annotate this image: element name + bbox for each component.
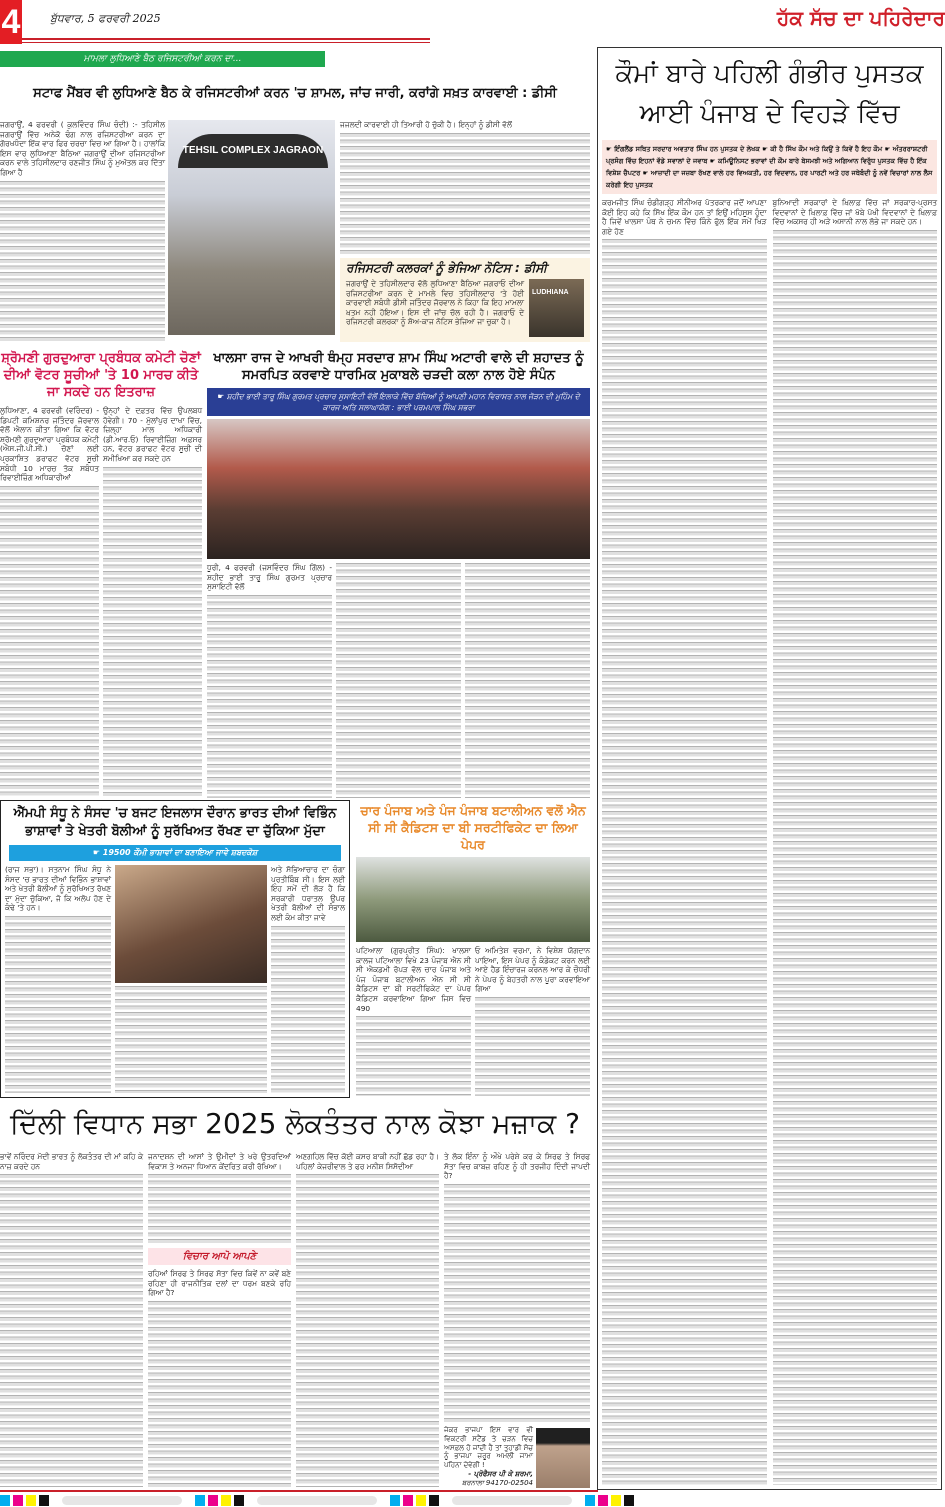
tehsil-complex-photo — [168, 120, 335, 335]
article-lead: ਜਨਾਦਸ਼ਨ ਦੀ ਆਸਾਂ ਤੇ ਉਮੀਦਾਂ ਤੇ ਖਰੇ ਉਤਰਦਿਆਂ ਵਿਕਾਸ ਤੇ ਅਨਜਾ ਧਿਆਨ ਕੇਂਦਰਿਤ ਕਰੀ ਰੱਖਿਆ। — [148, 1152, 291, 1171]
ncc-photo — [356, 857, 590, 942]
newspaper-logo: ਹੱਕ ਸੱਚ ਦਾ ਪਹਿਰੇਦਾਰ — [777, 6, 945, 30]
article-body — [0, 1174, 143, 1487]
article-lead: ਲੁਧਿਆਣਾ, 4 ਫਰਵਰੀ (ਵਰਿੰਦਰ) - ਡਿਪਟੀ ਕਮਿਸ਼ਨਰ ਜਤਿੰਦਰ ਜੋਰਵਾਲ ਵੱਲੋਂ ਐਲਾਨ ਕੀਤਾ ਗਿਆ ਕਿ ਵੋਟਰ ਸ਼੍ਰੋਮਣੀ ਗੁਰਦੁਆਰਾ ਪ੍ਰਬੰਧਕ ਕਮੇਟੀ (ਐਸ.ਜੀ.ਪੀ.ਸੀ.) ਚੋਣਾਂ ਲਈ ਪ੍ਰਕਾਸ਼ਿਤ ਡਰਾਫਟ ਵੋਟਰ ਸੂਚੀ ਸਬੰਧੀ 10 ਮਾਰਚ ਤੱਕ ਸਬੰਧਤ ਰਿਵਾਈਜ਼ਿੰਗ ਅਧਿਕਾਰੀਆਂ — [0, 406, 99, 483]
delhi-col1 — [0, 1152, 143, 1487]
photo-sign: TEHSIL COMPLEX JAGRAON — [178, 134, 328, 168]
top-headline: ਸਟਾਫ ਮੈਂਬਰ ਵੀ ਲੁਧਿਆਣੇ ਬੈਠ ਕੇ ਰਜਿਸਟਰੀਆਂ ਕਰਨ 'ਚ ਸ਼ਾਮਲ, ਜਾਂਚ ਜਾਰੀ, ਕਰਾਂਗੇ ਸਖ਼ਤ ਕਾਰਵਾਈ : ਡੀਸੀ — [33, 85, 557, 101]
khalsa-story — [207, 350, 590, 798]
dc-photo — [529, 279, 584, 337]
article-lead: ਓ ਅਮਿਤੇਸ਼ ਵਰਮਾ, ਨੇ ਵਿਸ਼ੇਸ਼ ਯੋਗਦਾਨ ਪਾਇਆ, ਇਸ ਪੇਪਰ ਨੂੰ ਕੰਡੇਕਟ ਕਰਨ ਲਈ ਆਏ ਹੈਡ ਇੰਚਾਰਜ ਕਰਨਲ ਆਰ ਕੇ ਚੌਧਰੀ ਨੇ ਪੇਪਰ ਨੂੰ ਬੇਹਤਰੀ ਨਾਲ ਪੂਰਾ ਕਰਵਾਇਆ ਗਿਆ — [475, 946, 590, 994]
notice-text: ਜਗਰਾਉਂ ਦੇ ਤਹਿਸੀਲਦਾਰ ਵੱਲੋ ਲੁਧਿਆਣਾ ਬੈਠਿਆ ਜਗਰਾਓ ਦੀਆ ਰਜਿਸਟਰੀਆ ਕਰਨ ਦੇ ਮਾਮਲੇ ਵਿਚ ਤਹਿਸੀਲਦਾਰ 'ਤੇ ਹੋਈ ਕਾਰਵਾਈ ਸਬੰਧੀ ਡੀਸੀ ਜਤਿੰਦਰ ਜੋਰਵਾਲ ਨੇ ਕਿਹਾ ਕਿ ਇਹ ਮਾਮਲਾ ਖ਼ਤਮ ਨਹੀ ਹੋਇਆ। ਇਸ ਦੀ ਜਾਂਚ ਚੱਲ ਰਹੀ ਹੈ। ਜਗਰਾਓ ਦੇ ਰਜਿਸਟਰੀ ਕਲਰਕਾ ਨੂੰ ਸ਼ੋਅ-ਕਾਜ ਨੋਟਿਸ ਭੇਜਿਆ ਜਾ ਚੁਕਾ ਹੈ। — [346, 279, 524, 327]
khalsa-body — [207, 563, 590, 798]
cyan-mark — [585, 1495, 595, 1506]
delhi-col2 — [148, 1152, 291, 1487]
photo-column — [115, 865, 267, 1093]
mp-subhead: ☛ 19500 ਕੌਮੀ ਭਾਸ਼ਾਵਾਂ ਦਾ ਬਣਾਇਆ ਜਾਵੇ ਸ਼ਬਦਕੋਸ਼ — [9, 845, 341, 861]
article-lead: ਅਤੇ ਸੱਭਿਆਚਾਰ ਦਾ ਚੰਗਾ ਪ੍ਰਤੀਬਿੰਬ ਸੀ। ਇਸ ਲਈ ਇਹ ਸਮੇਂ ਦੀ ਲੋੜ ਹੈ ਕਿ ਸਰਕਾਰੀ ਧਰਾਤਲ ਉਪਰ ਖੇਤਰੀ ਬੋਲੀਆਂ ਦੀ ਸੰਭਾਲ ਲਈ ਕੰਮ ਕੀਤਾ ਜਾਵੇ — [271, 865, 345, 922]
article-lead: ਉਨ੍ਹਾਂ ਦੇ ਦਫ਼ਤਰ ਵਿੱਚ ਉਪਲਬਧ ਹੋਵੇਗੀ। 70 - ਮੁੱਲਾਂਪੁਰ ਦਾਖਾ ਵਿੱਚ, ਜ਼ਿਲ੍ਹਾ ਮਾਲ ਅਧਿਕਾਰੀ (ਡੀ.ਆਰ.ਓ) ਰਿਵਾਈਜ਼ਿੰਗ ਅਫ਼ਸਰ ਹਨ, ਵੋਟਰ ਡਰਾਫਟ ਵੋਟਰ ਸੂਚੀ ਦੀ ਸਮੀਖਿਆ ਕਰ ਸਕਦੇ ਹਨ — [103, 406, 202, 463]
notice-headline: ਰਜਿਸਟਰੀ ਕਲਰਕਾਂ ਨੂੰ ਭੇਜਿਆ ਨੋਟਿਸ : ਡੀਸੀ — [346, 261, 548, 275]
notice-box — [340, 258, 590, 342]
article-body — [103, 467, 202, 798]
opinion-label: ਵਿਚਾਰ ਆਪੋ ਆਪਣੇ — [148, 1248, 291, 1265]
article-column — [475, 946, 590, 1096]
ncc-headline: ਚਾਰ ਪੰਜਾਬ ਅਤੇ ਪੰਜ ਪੰਜਾਬ ਬਟਾਲੀਅਨ ਵਲੋਂ ਐਨ ਸੀ ਸੀ ਕੈਡਿਟਸ ਦਾ ਬੀ ਸਰਟੀਫਿਕੇਟ ਦਾ ਲਿਆ ਪੇਪਰ — [360, 803, 586, 852]
delhi-col4 — [444, 1152, 590, 1488]
mp-story-box — [0, 800, 350, 1098]
top-story-col3 — [340, 120, 590, 342]
article-lead: ਪਟਿਆਲਾ (ਗੁਰਪ੍ਰੀਤ ਸਿੰਘ): ਖਾਲਸਾ ਕਾਲਜ ਪਟਿਆਲਾ ਵਿਖੇ 23 ਪੰਜਾਬ ਐਨ ਸੀ ਸੀ ਐਕਡਮੀ ਰੋਪੜ ਵੱਲ ਚਾਰ ਪੰਜਾਬ ਅਤੇ ਪੰਜ ਪੰਜਾਬ ਬਟਾਲੀਅਨ ਐਨ ਸੀ ਸੀ ਕੈਡਿਟਸ ਦਾ ਬੀ ਸਰਟੀਫਿਕੇਟ ਦਾ ਪੇਪਰ ਕੈਡਿਟਸ ਕਰਵਾਇਆ ਗਿਆ ਜਿਸ ਵਿਚ 490 — [356, 946, 471, 1013]
article-body — [271, 926, 345, 1093]
sgpc-story — [0, 350, 202, 798]
article-column — [5, 865, 111, 1093]
article-body — [602, 239, 767, 1485]
article-body — [148, 1301, 291, 1487]
article-body — [356, 1016, 471, 1096]
opinion-lead: ਰਹਿਆਂ ਸਿਰਫ ਤੇ ਸਿਰਫ ਸੱਤਾ ਵਿਚ ਕਿਵੇਂ ਨਾ ਕਵੇਂ ਬਣੇ ਰਹਿਣਾ ਹੀ ਰਾਜਨੀਤਿਕ ਦਲਾਂ ਦਾ ਧਰਮ ਬਣਕੇ ਰਹਿ ਗਿਆ ਹੈ? — [148, 1269, 291, 1298]
article-body — [444, 1184, 590, 1422]
sgpc-headline: ਸ਼੍ਰੋਮਣੀ ਗੁਰਦੁਆਰਾ ਪ੍ਰਬੰਧਕ ਕਮੇਟੀ ਚੋਣਾਂ ਦੀਆਂ ਵੋਟਰ ਸੂਚੀਆਂ 'ਤੇ 10 ਮਾਰਚ ਕੀਤੇ ਜਾ ਸਕਦੇ ਹਨ ਇਤਰਾਜ਼ — [1, 351, 201, 400]
cyan-mark — [0, 1495, 10, 1506]
kicker-bar: ਮਾਮਲਾ ਲੁਧਿਆਣੇ ਬੈਠ ਰਜਿਸਟਰੀਆਂ ਕਰਨ ਦਾ... — [0, 51, 325, 67]
book-bullets — [602, 140, 937, 194]
magenta-mark — [13, 1495, 23, 1506]
yellow-mark — [416, 1495, 426, 1506]
black-mark — [429, 1495, 439, 1506]
registration-bar — [257, 1496, 377, 1505]
masthead-rule — [22, 38, 430, 43]
article-lead: ਕਰਮਜੀਤ ਸਿੰਘ ਚੰਡੀਗੜ੍ਹ ਸੀਨੀਅਰ ਪੱਤਰਕਾਰ ਜਦੋਂ ਆਪਣਾ ਕੋਈ ਇਹ ਕਹੇ ਕਿ ਸਿੱਖ ਇੱਕ ਕੌਮ ਹਨ ਤਾਂ ਇਉਂ ਮਹਿਸੂਸ ਹੁੰਦਾ ਹੈ ਜਿਵੇਂ ਖਾਲਸਾ ਪੰਥ ਨੇ ਚਮਨ ਵਿੱਚ ਕਿੰਨੇ ਫੁੱਲ ਇੱਕ ਸਮੇਂ ਖਿੜ ਗਏ ਹੋਣ — [602, 198, 767, 236]
registration-bar — [62, 1496, 182, 1505]
ncc-body — [356, 946, 590, 1096]
khalsa-banner: ☛ ਸ਼ਹੀਦ ਭਾਈ ਤਾਰੂ ਸਿੰਘ ਗੁਰਮਤ ਪ੍ਰਚਾਰ ਸੁਸਾਇਟੀ ਵੱਲੋਂ ਇਲਾਕੇ ਵਿੱਚ ਬੱਚਿਆਂ ਨੂੰ ਆਪਣੀ ਮਹਾਨ ਵਿਰਾਸਤ ਨਾਲ ਜੋੜਨ ਦੀ ਮੁਹਿੰਮ ਦੇ ਕਾਰਜ ਅਤਿ ਸਲਾਘਾਯੋਗ : ਭਾਈ ਪਰਮਪਾਲ ਸਿੰਘ ਸਭਰਾ — [207, 388, 590, 416]
mp-body — [5, 865, 345, 1093]
mp-headline: ਐੱਮਪੀ ਸੰਧੂ ਨੇ ਸੰਸਦ 'ਚ ਬਜਟ ਇਜਲਾਸ ਦੌਰਾਨ ਭਾਰਤ ਦੀਆਂ ਵਿਭਿੰਨ ਭਾਸ਼ਾਵਾਂ ਤੇ ਖੇਤਰੀ ਬੋਲੀਆਂ ਨੂੰ ਸੁਰੱਖਿਅਤ ਰੱਖਣ ਦਾ ਚੁੱਕਿਆ ਮੁੱਦਾ — [13, 806, 337, 839]
yellow-mark — [26, 1495, 36, 1506]
article-body — [5, 916, 111, 1093]
black-mark — [234, 1495, 244, 1506]
parliament-photo — [115, 865, 267, 983]
delhi-col3 — [296, 1152, 439, 1487]
article-body — [475, 997, 590, 1096]
article-lead: (ਰਾਜ ਸਭਾ)। ਸਤਨਾਮ ਸਿੰਘ ਸੰਧੂ ਨੇ ਸੰਸਦ 'ਚ ਭਾਰਤ ਦੀਆਂ ਵਿਭਿੰਨ ਭਾਸ਼ਾਵਾਂ ਅਤੇ ਖੇਤਰੀ ਬੋਲੀਆਂ ਨੂੰ ਸੁਰੱਖਿਅਤ ਰੱਖਣ ਦਾ ਮੁੱਦਾ ਚੁੱਕਿਆ, ਜੋ ਕਿ ਅਲੋਪ ਹੋਣ ਦੇ ਕੰਢੇ 'ਤੇ ਹਨ। — [5, 865, 111, 913]
delhi-headline: ਦਿੱਲੀ ਵਿਧਾਨ ਸਭਾ 2025 ਲੋਕਤੰਤਰ ਨਾਲ ਕੋਝਾ ਮਜ਼ਾਕ ? — [10, 1107, 580, 1140]
article-column — [271, 865, 345, 1093]
author-block — [444, 1426, 590, 1488]
print-registration-strip — [0, 1494, 945, 1507]
article-lead: ਜਜਲਦੀ ਕਾਰਵਾਈ ਹੀ ਤਿਆਰੀ ਹੋ ਚੁੱਕੀ ਹੈ। ਇਨ੍ਹਾਂ ਨੂੰ ਡੀਸੀ ਵੱਲੋਂ — [340, 120, 512, 129]
khalsa-headline: ਖਾਲਸਾ ਰਾਜ ਦੇ ਆਖਰੀ ਥੰਮ੍ਹ ਸਰਦਾਰ ਸ਼ਾਮ ਸਿੰਘ ਅਟਾਰੀ ਵਾਲੇ ਦੀ ਸ਼ਹਾਦਤ ਨੂੰ ਸਮਰਪਿਤ ਕਰਵਾਏ ਧਾਰਮਿਕ ਮੁਕਾਬਲੇ ਚੜਦੀ ਕਲਾ ਨਾਲ ਹੋਏ ਸੰਪੰਨ — [213, 351, 584, 383]
article-column — [773, 198, 938, 1485]
cyan-mark — [390, 1495, 400, 1506]
article-body — [0, 486, 99, 798]
group-photo — [207, 419, 590, 559]
article-body — [0, 181, 165, 342]
article-lead: ਬੁਨਿਆਦੀ ਸਰਕਾਰਾਂ ਦੇ ਖ਼ਿਲਾਫ਼ ਵਿੱਚ ਜਾਂ ਸਰਕਾਰ-ਪ੍ਰਸਤ ਵਿਦਵਾਨਾਂ ਦੇ ਖ਼ਿਲਾਫ਼ ਵਿੱਚ ਜਾਂ ਖੱਬੇ ਪੱਖੀ ਵਿਦਵਾਨਾਂ ਦੇ ਖ਼ਿਲਾਫ਼ ਵਿੱਚ ਅਕਸਰ ਹੀ ਅੜੇ ਅਸਾਨੀ ਨਾਲ ਲੱਭੇ ਜਾ ਸਕਦੇ ਹਨ। — [772, 198, 937, 227]
yellow-mark — [611, 1495, 621, 1506]
article-closing: ਜੇਕਰ ਭਾਜਪਾ ਇਸ ਵਾਰ ਵੀ ਵਿਕਟਰੀ ਸਟੈਂਡ ਤੇ ਚੜਨ ਵਿਚ ਅਸਫ਼ਲ ਹੋ ਜਾਂਦੀ ਹੈ ਤਾਂ ਤੁਹਾਡੀ ਸੋਚ ਨੂੰ ਭਾਜਪਾ ਜ਼ਰੂਰ ਅਮਲੀ ਜਾਮਾ ਪਹਿਨਾ ਦੇਵੇਗੀ ! — [444, 1426, 533, 1470]
black-mark — [39, 1495, 49, 1506]
article-body — [148, 1174, 291, 1244]
black-mark — [624, 1495, 634, 1506]
magenta-mark — [208, 1495, 218, 1506]
article-lead: ਅਣਗਹਿਲ ਵਿੱਚ ਕੋਈ ਕਸਰ ਬਾਕੀ ਨਹੀਂ ਛੱਡ ਰਹਾ ਹੈ। ਪਹਿਲਾਂ ਕੇਜਰੀਵਾਲ ਤੇ ਫਰ ਮਨੀਸ਼ ਸਿਸੋਦੀਆ — [296, 1152, 439, 1171]
article-body — [296, 1174, 439, 1487]
article-lead: ਜਗਰਾਉਂ, 4 ਫਰਵਰੀ ( ਕੁਲਵਿੰਦਰ ਸਿੰਘ ਚੰਦੀ) :- ਤਹਿਸੀਲ ਜਗਰਾਉਂ ਵਿੱਚ ਅਨੇਕੋ ਢੰਗ ਨਾਲ ਰਜਿਸਟਰੀਆ ਕਰਨ ਦਾ ਗੋਰਖਧੰਦਾ ਇੱਕ ਵਾਰ ਫਿਰ ਚਰਚਾ ਵਿਚ ਆ ਗਿਆ ਹੈ। ਹਾਲਾਂਕਿ ਇਸ ਵਾਰ ਲੁਧਿਆਣਾ ਬੈਠਿਆ ਜਗਰਾਉਂ ਦੀਆ ਰਜਿਸਟਰੀਆ ਕਰਨ ਵਾਲੇ ਤਹਿਸੀਲਦਾਰ ਰਣਜੀਤ ਸਿੰਘ ਨੂੰ ਮੁਅੱਤਲ ਕਰ ਦਿੱਤਾ ਗਿਆ ਹੈ — [0, 120, 165, 177]
article-lead: ਧੂਰੀ, 4 ਫਰਵਰੀ (ਜਸਵਿੰਦਰ ਸਿੰਘ ਗਿੱਲ) - ਸ਼ਹੀਦ ਭਾਈ ਤਾਰੂ ਸਿੰਘ ਗੁਰਮਤ ਪ੍ਰਚਾਰ ਸੁਸਾਇਟੀ ਵੱਲੋਂ — [207, 563, 332, 592]
top-story-col1 — [0, 120, 165, 342]
article-body — [115, 986, 267, 1093]
ncc-story — [356, 802, 590, 1096]
author-name: - ਪ੍ਰੋਫੈਸਰ ਪੀ ਕੇ ਸ਼ਰਮਾ, — [468, 1470, 533, 1478]
book-body — [598, 194, 941, 1489]
article-column — [356, 946, 471, 1096]
article-body — [207, 595, 332, 798]
sgpc-col1 — [0, 406, 99, 798]
magenta-mark — [598, 1495, 608, 1506]
article-column — [336, 563, 461, 798]
article-column — [602, 198, 767, 1485]
book-story-box — [597, 47, 942, 1490]
book-headline: ਕੌਮਾਂ ਬਾਰੇ ਪਹਿਲੀ ਗੰਭੀਰ ਪੁਸਤਕ ਆਈ ਪੰਜਾਬ ਦੇ ਵਿਹੜੇ ਵਿੱਚ — [615, 59, 924, 129]
article-body — [773, 230, 938, 1485]
article-column — [207, 563, 332, 798]
sgpc-body — [0, 406, 202, 798]
author-photo — [536, 1428, 590, 1488]
registration-bar — [452, 1496, 572, 1505]
page-number: 4 — [0, 0, 22, 44]
article-lead: ਤੇ ਲੋਕ ਇੰਨਾ ਨੂੰ ਔਖੇ ਪਰੇਸ਼ੇ ਕਰ ਕੇ ਸਿਰਫ ਤੇ ਸਿਰਫ ਸੱਤਾ ਵਿਚ ਕਾਬਜ਼ ਰਹਿਣ ਨੂੰ ਹੀ ਤਰਜੀਹ ਦਿੰਦੀ ਜਾਪਦੀ ਹੈ? — [444, 1152, 590, 1181]
article-column — [465, 563, 590, 798]
bottom-rule — [0, 1490, 598, 1492]
yellow-mark — [221, 1495, 231, 1506]
article-body — [340, 133, 590, 254]
cyan-mark — [195, 1495, 205, 1506]
photo-sign: LUDHIANA — [532, 289, 569, 296]
magenta-mark — [403, 1495, 413, 1506]
closing-text-block — [444, 1426, 533, 1488]
notice-content — [346, 279, 584, 337]
article-lead: ਭਾਵੇਂ ਨਰਿੰਦਰ ਮੋਦੀ ਭਾਰਤ ਨੂੰ ਲੋਕਤੰਤਰ ਦੀ ਮਾਂ ਕਹਿ ਕੇ ਨਾਜ਼ ਕਰਦੇ ਹਨ — [0, 1152, 143, 1171]
sgpc-col2 — [103, 406, 202, 798]
author-phone: ਬਰਨਾਲਾ 94170-02504 — [461, 1479, 533, 1487]
bullet: ☛ ਇੰਗਲੈਂਡ ਸਥਿਤ ਸਰਦਾਰ ਅਵਤਾਰ ਸਿੰਘ ਹਨ ਪੁਸਤਕ ਦੇ ਲੇਖਕ ☛ ਕੀ ਹੈ ਸਿੱਖ ਕੌਮ ਅਤੇ ਕਿਉਂ ਤੇ ਕਿਵੇਂ ਹੈ ਇਹ ਕੌਮ ☛ ਅੰਤਰਰਾਸ਼ਟਰੀ ਪ੍ਰਸੰਗ ਵਿੱਚ ਇਹਨਾਂ ਵੱਡੇ ਸਵਾਲਾਂ ਦੇ ਜਵਾਬ ☛ ਕਮਿਊਨਿਸਟ ਭਰਾਵਾਂ ਦੀ ਕੌਮ ਬਾਰੇ ਬੇਸਮਝੀ ਅਤੇ ਅਗਿਆਨ ਵਿਰੁੱਧ ਪੁਸਤਕ ਵਿੱਚ ਹੈ ਇੱਕ ਵਿਸ਼ੇਸ਼ ਚੈਪਟਰ ☛ ਆਜ਼ਾਦੀ ਦਾ ਜਜ਼ਬਾ ਰੱਖਣ ਵਾਲੇ ਹਰ ਵਿਅਕਤੀ, ਹਰ ਵਿਦਵਾਨ, ਹਰ ਪਾਰਟੀ ਅਤੇ ਹਰ ਜਥੇਬੰਦੀ ਨੂੰ ਨਵੇਂ ਵਿਚਾਰਾਂ ਨਾਲ ਲੈਸ ਕਰੇਗੀ ਇਹ ਪੁਸਤਕ — [606, 145, 933, 189]
issue-date: ਬੁੱਧਵਾਰ, 5 ਫਰਵਰੀ 2025 — [50, 12, 161, 25]
